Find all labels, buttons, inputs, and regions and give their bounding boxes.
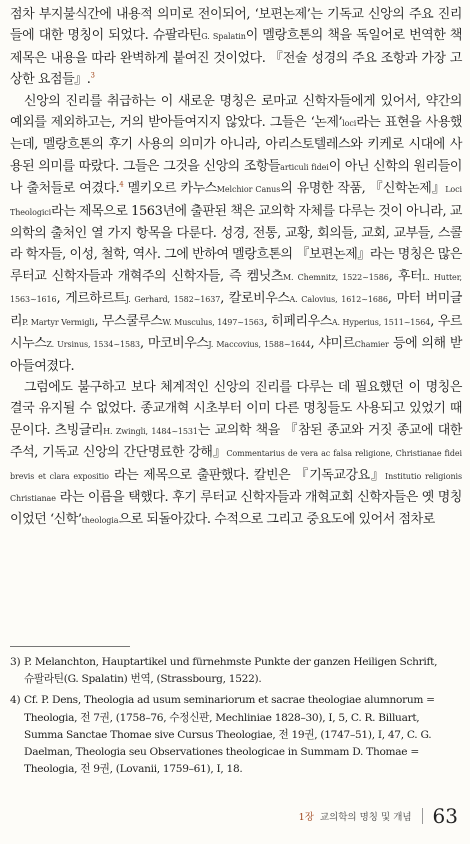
footnote-number: 3) <box>10 656 21 668</box>
latin-gloss: G. Spalatin <box>201 32 246 42</box>
text-run: 이 멜랑흐톤의 책을 독일어로 번역한 책 제목은 내용을 따라 완벽하게 붙여진 것이었다. 『전술 성경의 주요 조항과 가장 고상한 요점들』. <box>10 28 463 88</box>
text-run: , 칼로비우스 <box>220 291 290 307</box>
latin-gloss: L. Hutter, 1563~1616 <box>10 272 462 305</box>
latin-gloss: W. Musculus, 1497~1563 <box>162 317 264 327</box>
latin-gloss: H. Zwingli, 1484~1531 <box>103 426 198 436</box>
text-run: 등에 의해 받아들여졌다. <box>10 336 462 374</box>
text-run: 신앙의 진리를 취급하는 이 새로운 명칭은 로마교 신학자들에게 있어서, 약간의 예외를 제외하고는, 거의 받아들여지지 않았다. 그들은 ‘논제’ <box>10 93 462 131</box>
latin-gloss: A. Calovius, 1612~1686 <box>289 295 388 305</box>
text-run: , 마터 버미글리 <box>10 291 462 329</box>
latin-gloss: J. Maccovius, 1588~1644 <box>208 340 311 350</box>
footer-divider <box>422 808 423 824</box>
latin-gloss: Chamier <box>354 340 389 350</box>
text-run: 라는 이름을 택했다. 후기 루터교 신학자들과 개혁교회 신학자들은 옛 명칭이었던 ‘신학’ <box>10 489 462 528</box>
text-run: 그럼에도 불구하고 보다 체계적인 신앙의 진리를 다루는 데 필요했던 이 명칭은 결국 유지될 수 없었다. 종교개혁 시초부터 이미 다른 명칭들도 사용되고 있었기 때문이다. 츠빙글리 <box>10 379 462 438</box>
footnotes <box>10 654 450 782</box>
paragraph-2 <box>10 91 462 377</box>
footnote-ref[interactable]: 3 <box>90 71 95 80</box>
text-run: 이 아닌 신학의 원리들이나 출처들로 여겼다. <box>10 158 462 197</box>
running-footer <box>299 804 458 828</box>
text-run: 으로 되돌아갔다. 수적으로 그리고 중요도에 있어서 점차로 <box>118 512 435 528</box>
chapter-title: 교의학의 명칭 및 개념 <box>319 812 412 823</box>
footnote-4 <box>10 692 450 778</box>
footnote-number: 4) <box>10 694 21 707</box>
text-run: , 마코비우스 <box>139 336 209 352</box>
footnote-divider <box>10 646 130 647</box>
latin-gloss: Z. Ursinus, 1534~1583 <box>46 340 140 350</box>
paragraph-3 <box>10 377 462 532</box>
text-run: 라는 제목으로 출판했다. 칼빈은 『기독교강요』 <box>108 467 386 483</box>
body-text <box>10 4 462 532</box>
latin-gloss: Commentarius de vera ac falsa religione, Christianae fidei brevis et clara expositio <box>10 449 462 481</box>
footnote-text: Cf. P. Dens, Theologia ad usum seminariorum et sacrae theologiae alumnorum = Theologia, 전 7권, (1758–76, 수정신판, Mechliniae 1828–30), I, 5, C. R. Billuart, Summa Sanctae Thomae sive Cursus Theologiae, 전 19권, (1747–51), I, 47, C. G. Daelman, Theologia seu Observationes theologicae in Summam D. Thomae = Theologia, 전 9권, (Lovanii, 1759–61), I, 18. <box>24 694 435 776</box>
text-run: 라는 제목으로 1563년에 출판된 책은 교의학 자체를 다루는 것이 아니라, 교의학의 출처인 열 가지 항목을 다룬다. 성경, 전통, 교황, 회의들, 교회, 교부들, 스콜라 학자들, 이성, 철학, 역사. 그에 반하여 멜랑흐톤의 『보편논제』라는 명칭은 많은 루터교 신학자들과 개혁주의 신학자들, 즉 켐닛츠 <box>10 203 463 284</box>
text-run: , 우르시누스 <box>10 313 462 352</box>
text-run: 라는 표현을 사용했는데, 멜랑흐톤의 후기 사용의 의미가 아니라, 아리스토텔레스와 키케로 시대에 사용된 의미를 따랐다. 그들은 그것을 신앙의 조항들 <box>10 115 462 174</box>
latin-gloss: P. Martyr Vermigli <box>22 317 95 327</box>
latin-gloss: loci <box>342 119 357 129</box>
text-run: , 히페리우스 <box>263 313 332 329</box>
page-number: 63 <box>432 804 458 828</box>
latin-gloss: Melchior Canus <box>216 185 281 195</box>
latin-gloss: Institutio religionis Christianae <box>10 471 462 503</box>
footnote-ref[interactable]: 4 <box>119 180 124 189</box>
footnote-text: P. Melanchton, Hauptartikel und fürnehmste Punkte der ganzen Heiligen Schrift, 슈팔라틴(G. Spalatin) 번역, (Strassbourg, 1522). <box>24 656 438 686</box>
footnote-3 <box>10 654 450 688</box>
chapter-label: 1장 <box>298 812 314 823</box>
latin-gloss: articuli fidei <box>280 162 329 172</box>
latin-gloss: J. Gerhard, 1582~1637 <box>125 295 221 305</box>
latin-gloss: Loci Theologici <box>10 185 462 217</box>
text-run: , 무스쿨루스 <box>94 313 163 329</box>
text-run: 의 유명한 작품, 『신학논제』 <box>280 181 446 197</box>
text-run: , 게르하르트 <box>56 291 126 307</box>
latin-gloss: M. Chemnitz, 1522~1586 <box>282 272 389 282</box>
latin-gloss: theologia <box>81 516 119 526</box>
text-run: , 후터 <box>388 268 423 284</box>
text-run: , 샤미르 <box>310 336 355 352</box>
text-run: 는 교의학 책을 『참된 종교와 거짓 종교에 대한 주석, 기독교 신앙의 간단명료한 강해』 <box>10 422 463 461</box>
text-run: 멜키오르 카누스 <box>123 181 217 197</box>
latin-gloss: A. Hyperius, 1511~1564 <box>331 317 431 327</box>
paragraph-1 <box>10 4 462 91</box>
text-run: 점차 부지불식간에 내용적 의미로 전이되어, ‘보편논제’는 기독교 신앙의 주요 진리들에 대한 명칭이 되었다. 슈팔라틴 <box>10 7 462 44</box>
